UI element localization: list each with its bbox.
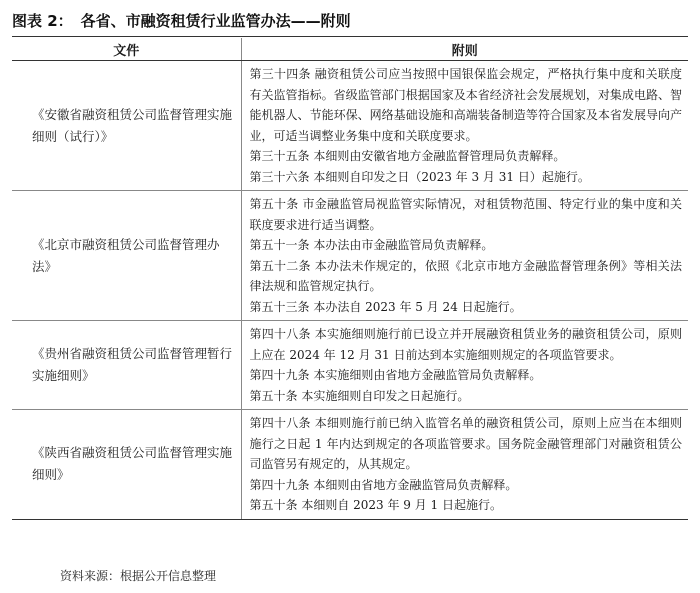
article-text: 第五十条 本实施细则自印发之日起施行。 — [249, 388, 470, 403]
figure-title — [12, 8, 692, 34]
annex-cell — [241, 191, 688, 321]
file-name-cell: 《陕西省融资租赁公司监督管理实施细则》 — [12, 410, 241, 520]
top-rule — [12, 36, 688, 37]
article-text: 第三十四条 融资租赁公司应当按照中国银保监会规定，严格执行集中度和关联度有关监管指标。省级监管部门根据国家及本省经济社会发展规划，对集成电路、智能机器人、节能环保、网络基础设施和高端装备制造等符合国家及本省发展导向产业，可适当调整业务集中度和关联度要求。 — [249, 67, 682, 143]
figure-label: 图表 2： — [12, 12, 73, 30]
source-note: 资料来源：根据公开信息整理 — [60, 569, 217, 583]
file-name-cell: 《贵州省融资租赁公司监督管理暂行实施细则》 — [12, 321, 241, 410]
article-text: 第五十二条 本办法未作规定的，依照《北京市地方金融监督管理条例》等相关法律法规和监管规定执行。 — [249, 258, 682, 293]
regulation-annex-table — [12, 38, 688, 520]
table-row — [12, 410, 688, 520]
table-row — [12, 321, 688, 410]
annex-cell — [241, 321, 688, 410]
article-text: 第五十条 市金融监管局视监管实际情况，对租赁物范围、特定行业的集中度和关联度要求进行适当调整。 — [249, 197, 682, 232]
header-annex: 附则 — [241, 38, 688, 61]
article-text: 第五十三条 本办法自 2023 年 5 月 24 日起施行。 — [249, 299, 522, 314]
article-text: 第三十五条 本细则由安徽省地方金融监督管理局负责解释。 — [249, 149, 566, 163]
annex-cell — [241, 61, 688, 191]
article-text: 第五十一条 本办法由市金融监管局负责解释。 — [249, 238, 494, 252]
annex-cell — [241, 410, 688, 520]
article-text: 第四十八条 本实施细则施行前已设立并开展融资租赁业务的融资租赁公司，原则上应在 2024 年 12 月 31 日前达到本实施细则规定的各项监管要求。 — [249, 327, 682, 362]
file-name-cell: 《安徽省融资租赁公司监督管理实施细则（试行）》 — [12, 61, 241, 191]
article-text: 第四十九条 本细则由省地方金融监管局负责解释。 — [249, 477, 518, 492]
file-name-cell: 《北京市融资租赁公司监督管理办法》 — [12, 191, 241, 321]
article-text: 第五十条 本细则自 2023 年 9 月 1 日起施行。 — [249, 498, 503, 512]
table-header-row — [12, 38, 688, 61]
article-text: 第四十八条 本细则施行前已纳入监管名单的融资租赁公司，原则上应当在本细则施行之日起 1 年内达到规定的各项监管要求。国务院金融管理部门对融资租赁公司监管另有规定的，从其规定。 — [249, 416, 682, 471]
figure-title-text: 各省、市融资租赁行业监管办法——附则 — [80, 12, 351, 30]
table-row — [12, 61, 688, 191]
article-text: 第三十六条 本细则自印发之日（2023 年 3 月 31 日）起施行。 — [249, 169, 590, 184]
article-text: 第四十九条 本实施细则由省地方金融监管局负责解释。 — [249, 368, 542, 382]
header-file: 文件 — [12, 38, 241, 61]
table-row — [12, 191, 688, 321]
